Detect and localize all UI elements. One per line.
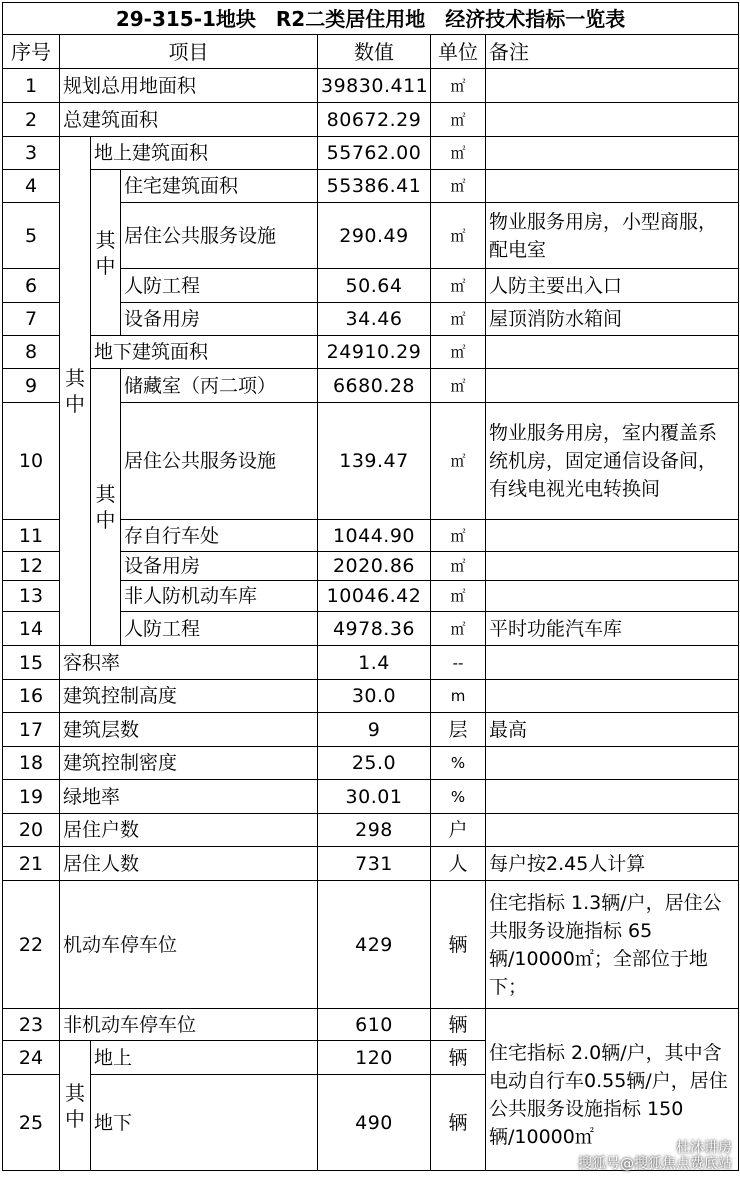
row-no: 4 — [3, 170, 60, 203]
row-value: 50.64 — [318, 269, 431, 303]
row-item: 总建筑面积 — [60, 103, 318, 137]
table-row — [3, 69, 739, 103]
table-row — [3, 680, 739, 713]
row-no: 3 — [3, 137, 60, 170]
row-item: 非机动车停车位 — [60, 1009, 318, 1041]
table-row — [3, 103, 739, 137]
row-value: 80672.29 — [318, 103, 431, 137]
row-no: 6 — [3, 269, 60, 303]
row-note — [486, 747, 739, 780]
row-item: 地上 — [91, 1041, 318, 1075]
row-value: 55762.00 — [318, 137, 431, 170]
row-unit: ㎡ — [431, 403, 486, 520]
row-value: 490 — [318, 1075, 431, 1171]
row-value: 30.0 — [318, 680, 431, 713]
row-no: 2 — [3, 103, 60, 137]
table-title: 29-315-1地块 R2二类居住用地 经济技术指标一览表 — [3, 3, 739, 35]
table-row — [3, 713, 739, 747]
header-item: 项目 — [60, 35, 318, 69]
row-no: 10 — [3, 403, 60, 520]
qizhong-label-above: 其中 — [91, 170, 121, 336]
row-no: 7 — [3, 303, 60, 336]
row-no: 20 — [3, 814, 60, 847]
row-unit: ㎡ — [431, 581, 486, 612]
row-value: 298 — [318, 814, 431, 847]
row-note — [486, 103, 739, 137]
row-item: 建筑层数 — [60, 713, 318, 747]
table-row — [3, 780, 739, 814]
row-value: 55386.41 — [318, 170, 431, 203]
row-unit: ㎡ — [431, 203, 486, 269]
table-row — [3, 814, 739, 847]
row-no: 17 — [3, 713, 60, 747]
row-item: 地上建筑面积 — [91, 137, 318, 170]
row-item: 非人防机动车库 — [121, 581, 318, 612]
row-value: 34.46 — [318, 303, 431, 336]
row-note: 屋顶消防水箱间 — [486, 303, 739, 336]
row-item: 容积率 — [60, 646, 318, 680]
row-note: 物业服务用房，小型商服，配电室 — [486, 203, 739, 269]
row-unit: 辆 — [431, 881, 486, 1009]
watermark-line1: 杜沐讲房 — [676, 1140, 732, 1156]
row-note: 物业服务用房，室内覆盖系统机房，固定通信设备间，有线电视光电转换间 — [486, 403, 739, 520]
row-value: 9 — [318, 713, 431, 747]
row-item: 人防工程 — [121, 269, 318, 303]
row-value: 139.47 — [318, 403, 431, 520]
row-note — [486, 552, 739, 581]
row-value: 39830.411 — [318, 69, 431, 103]
row-unit: ㎡ — [431, 336, 486, 369]
qizhong-label-outer: 其中 — [60, 137, 91, 646]
row-value: 120 — [318, 1041, 431, 1075]
header-unit: 单位 — [431, 35, 486, 69]
row-note: 住宅指标 1.3辆/户，居住公共服务设施指标 65辆/10000㎡；全部位于地下； — [486, 881, 739, 1009]
row-no: 22 — [3, 881, 60, 1009]
row-no: 18 — [3, 747, 60, 780]
table-row — [3, 170, 739, 203]
row-item: 居住公共服务设施 — [121, 203, 318, 269]
row-item: 机动车停车位 — [60, 881, 318, 1009]
header-note: 备注 — [486, 35, 739, 69]
row-note — [486, 646, 739, 680]
watermark-line2: 搜狐号@搜狐焦点费底站 — [578, 1156, 732, 1172]
row-no: 23 — [3, 1009, 60, 1041]
row-item: 绿地率 — [60, 780, 318, 814]
row-no: 1 — [3, 69, 60, 103]
row-item: 居住户数 — [60, 814, 318, 847]
row-note: 人防主要出入口 — [486, 269, 739, 303]
row-item: 规划总用地面积 — [60, 69, 318, 103]
row-unit: -- — [431, 646, 486, 680]
table-row — [3, 747, 739, 780]
row-no: 21 — [3, 847, 60, 881]
row-note: 住宅指标 2.0辆/户，其中含电动自行车0.55辆/户，居住公共服务设施指标 150辆/10000㎡ — [486, 1009, 739, 1171]
row-unit: 辆 — [431, 1009, 486, 1041]
row-value: 429 — [318, 881, 431, 1009]
qizhong-label-below: 其中 — [91, 369, 121, 646]
row-item: 设备用房 — [121, 552, 318, 581]
row-unit: ㎡ — [431, 170, 486, 203]
row-item: 地下建筑面积 — [91, 336, 318, 369]
row-note — [486, 336, 739, 369]
row-unit: ㎡ — [431, 69, 486, 103]
table-row — [3, 369, 739, 403]
row-note — [486, 680, 739, 713]
row-item: 建筑控制密度 — [60, 747, 318, 780]
qizhong-label-parking: 其中 — [60, 1041, 91, 1171]
row-item: 储藏室（丙二项） — [121, 369, 318, 403]
row-unit: 户 — [431, 814, 486, 847]
row-no: 9 — [3, 369, 60, 403]
row-unit: % — [431, 780, 486, 814]
row-value: 4978.36 — [318, 612, 431, 646]
row-item: 地下 — [91, 1075, 318, 1171]
row-no: 15 — [3, 646, 60, 680]
row-value: 10046.42 — [318, 581, 431, 612]
row-unit: ㎡ — [431, 552, 486, 581]
row-unit: ㎡ — [431, 137, 486, 170]
row-unit: ㎡ — [431, 269, 486, 303]
row-note — [486, 780, 739, 814]
table-row — [3, 137, 739, 170]
row-value: 25.0 — [318, 747, 431, 780]
row-note — [486, 369, 739, 403]
row-unit: 层 — [431, 713, 486, 747]
row-value: 6680.28 — [318, 369, 431, 403]
row-item: 住宅建筑面积 — [121, 170, 318, 203]
header-no: 序号 — [3, 35, 60, 69]
row-note — [486, 137, 739, 170]
row-unit: 辆 — [431, 1041, 486, 1075]
row-unit: ㎡ — [431, 612, 486, 646]
row-value: 1.4 — [318, 646, 431, 680]
row-unit: ㎡ — [431, 369, 486, 403]
row-note: 平时功能汽车库 — [486, 612, 739, 646]
row-no: 12 — [3, 552, 60, 581]
row-value: 610 — [318, 1009, 431, 1041]
row-note: 最高 — [486, 713, 739, 747]
row-unit: ㎡ — [431, 103, 486, 137]
watermark — [578, 1140, 732, 1172]
row-no: 19 — [3, 780, 60, 814]
header-value: 数值 — [318, 35, 431, 69]
row-unit: m — [431, 680, 486, 713]
row-no: 24 — [3, 1041, 60, 1075]
row-unit: 人 — [431, 847, 486, 881]
row-value: 1044.90 — [318, 520, 431, 552]
row-no: 14 — [3, 612, 60, 646]
row-note — [486, 814, 739, 847]
row-value: 290.49 — [318, 203, 431, 269]
row-note: 每户按2.45人计算 — [486, 847, 739, 881]
row-value: 2020.86 — [318, 552, 431, 581]
row-no: 25 — [3, 1075, 60, 1171]
table-row — [3, 847, 739, 881]
row-unit: % — [431, 747, 486, 780]
row-no: 16 — [3, 680, 60, 713]
row-unit: ㎡ — [431, 520, 486, 552]
row-item: 居住公共服务设施 — [121, 403, 318, 520]
row-note — [486, 170, 739, 203]
row-item: 存自行车处 — [121, 520, 318, 552]
row-item: 居住人数 — [60, 847, 318, 881]
row-item: 人防工程 — [121, 612, 318, 646]
table-row — [3, 1009, 739, 1041]
table-row — [3, 881, 739, 1009]
indicator-table — [2, 2, 739, 1171]
row-value: 731 — [318, 847, 431, 881]
row-item: 设备用房 — [121, 303, 318, 336]
row-no: 5 — [3, 203, 60, 269]
row-item: 建筑控制高度 — [60, 680, 318, 713]
row-value: 30.01 — [318, 780, 431, 814]
row-unit: ㎡ — [431, 303, 486, 336]
row-no: 13 — [3, 581, 60, 612]
table-row — [3, 646, 739, 680]
row-unit: 辆 — [431, 1075, 486, 1171]
row-note — [486, 520, 739, 552]
row-note — [486, 581, 739, 612]
row-value: 24910.29 — [318, 336, 431, 369]
row-note — [486, 69, 739, 103]
row-no: 8 — [3, 336, 60, 369]
table-row — [3, 336, 739, 369]
row-no: 11 — [3, 520, 60, 552]
